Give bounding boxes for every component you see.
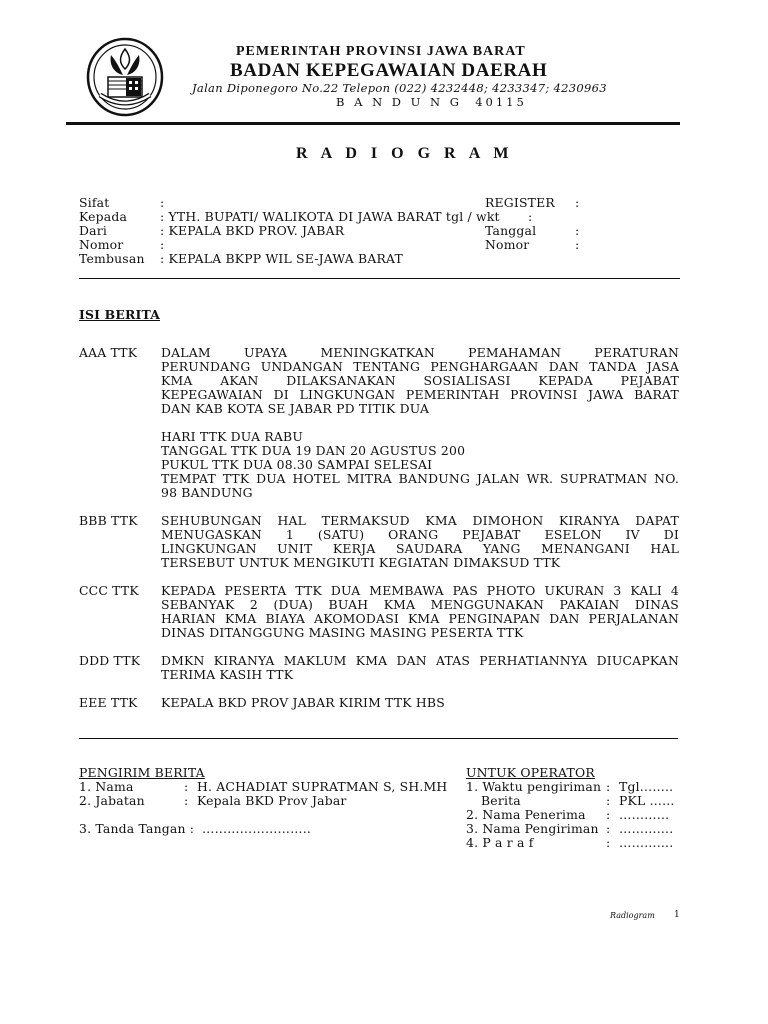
operator-pengiriman-value: ……….... <box>619 821 674 836</box>
meta-tembusan-label: Tembusan <box>79 251 145 266</box>
operator-penerima-value: ………… <box>619 807 670 822</box>
operator-pengiriman-label: 3. Nama Pengiriman <box>466 821 599 836</box>
aaa-detail-line: 98 BANDUNG <box>161 485 253 500</box>
body-divider <box>79 738 678 739</box>
pengirim-jabatan-value: Kepala BKD Prov Jabar <box>197 793 347 808</box>
pengirim-nama-label: 1. Nama <box>79 779 134 794</box>
meta-kepada-value: : YTH. BUPATI/ WALIKOTA DI JAWA BARAT tgl / wkt <box>160 209 500 224</box>
ddd-body <box>161 654 679 682</box>
meta-tanggal-colon: : <box>575 223 580 238</box>
meta-kepada-label: Kepada <box>79 209 128 224</box>
header-government: PEMERINTAH PROVINSI JAWA BARAT <box>236 44 526 59</box>
document-title: R A D I O G R A M <box>296 145 514 162</box>
pengirim-ttd-label: 3. Tanda Tangan : <box>79 821 195 836</box>
operator-paraf-value: ……….... <box>619 835 674 850</box>
operator-penerima-colon: : <box>606 807 611 822</box>
aaa-detail-line: HARI TTK DUA RABU <box>161 429 303 444</box>
meta-tanggal-label: Tanggal <box>485 223 537 238</box>
pengirim-nama-value: H. ACHADIAT SUPRATMAN S, SH.MH <box>197 779 448 794</box>
operator-pengiriman-colon: : <box>606 821 611 836</box>
meta-tembusan-value: : KEPALA BKPP WIL SE-JAWA BARAT <box>160 251 403 266</box>
meta-dari-value: : KEPALA BKD PROV. JABAR <box>160 223 345 238</box>
bbb-label: BBB TTK <box>79 513 138 528</box>
operator-berita-label: Berita <box>481 793 521 808</box>
meta-divider <box>79 278 680 279</box>
ddd-label: DDD TTK <box>79 653 141 668</box>
operator-tgl-value: Tgl…….. <box>619 779 674 794</box>
ccc-line: SEBANYAK 2 (DUA) BUAH KMA MENGGUNAKAN PAKAIAN DINAS <box>161 597 679 612</box>
meta-nomor-label: Nomor <box>79 237 124 252</box>
meta-register-label: REGISTER <box>485 195 555 210</box>
operator-waktu-colon: : <box>606 779 611 794</box>
ccc-line: KEPADA PESERTA TTK DUA MEMBAWA PAS PHOTO UKURAN 3 KALI 4 <box>161 583 679 598</box>
ddd-line: TERIMA KASIH TTK <box>161 667 294 682</box>
aaa-detail <box>161 430 679 500</box>
aaa-body <box>161 346 679 416</box>
ccc-line: DINAS DITANGGUNG MASING MASING PESERTA TTK <box>161 625 524 640</box>
aaa-line: DALAM UPAYA MENINGKATKAN PEMAHAMAN PERATURAN <box>161 345 679 360</box>
eee-label: EEE TTK <box>79 695 138 710</box>
bbb-line: SEHUBUNGAN HAL TERMAKSUD KMA DIMOHON KIRANYA DAPAT <box>161 513 679 528</box>
footer-label: Radiogram <box>610 911 655 920</box>
aaa-line: PERUNDANG UNDANGAN TENTANG PENGHARGAAN DAN TANDA JASA <box>161 359 679 374</box>
meta-sifat-colon: : <box>160 195 165 210</box>
pengirim-nama-colon: : <box>184 779 189 794</box>
aaa-detail-line: PUKUL TTK DUA 08.30 SAMPAI SELESAI <box>161 457 433 472</box>
ccc-label: CCC TTK <box>79 583 139 598</box>
footer-page-number: 1 <box>674 910 680 920</box>
ddd-line: DMKN KIRANYA MAKLUM KMA DAN ATAS PERHATIANNYA DIUCAPKAN <box>161 653 679 668</box>
operator-waktu-label: 1. Waktu pengiriman <box>466 779 602 794</box>
pengirim-jabatan-colon: : <box>184 793 189 808</box>
operator-paraf-label: 4. P a r a f <box>466 835 534 850</box>
ccc-body <box>161 584 679 640</box>
provincial-seal-logo <box>86 37 164 117</box>
header-address: Jalan Diponegoro No.22 Telepon (022) 4232448; 4233347; 4230963 <box>192 81 607 95</box>
meta-sifat-label: Sifat <box>79 195 110 210</box>
header-agency: BADAN KEPEGAWAIAN DAERAH <box>230 60 548 81</box>
ccc-line: HARIAN KMA BIAYA AKOMODASI KMA PENGINAPAN DAN PERJALANAN <box>161 611 679 626</box>
meta-nomor2-colon: : <box>575 237 580 252</box>
bbb-line: TERSEBUT UNTUK MENGIKUTI KEGIATAN DIMAKSUD TTK <box>161 555 561 570</box>
meta-nomor2-label: Nomor <box>485 237 530 252</box>
bbb-line: LINGKUNGAN UNIT KERJA SAUDARA YANG MENANGANI HAL <box>161 541 679 556</box>
aaa-line: KEPEGAWAIAN DI LINGKUNGAN PEMERINTAH PROVINSI JAWA BARAT <box>161 387 679 402</box>
operator-paraf-colon: : <box>606 835 611 850</box>
meta-nomor-colon: : <box>160 237 165 252</box>
operator-penerima-label: 2. Nama Penerima <box>466 807 586 822</box>
isi-berita-heading: ISI BERITA <box>79 307 161 322</box>
header-divider <box>66 122 680 125</box>
aaa-detail-line: TEMPAT TTK DUA HOTEL MITRA BANDUNG JALAN WR. SUPRATMAN NO. <box>161 471 679 486</box>
aaa-label: AAA TTK <box>79 345 138 360</box>
meta-register-colon: : <box>575 195 580 210</box>
pengirim-jabatan-label: 2. Jabatan <box>79 793 145 808</box>
aaa-line: KMA AKAN DILAKSANAKAN SOSIALISASI KEPADA PEJABAT <box>161 373 679 388</box>
operator-heading: UNTUK OPERATOR <box>466 765 595 780</box>
header-city: B A N D U N G 40115 <box>336 95 527 109</box>
pengirim-ttd-value: …………………….. <box>202 821 312 836</box>
eee-body: KEPALA BKD PROV JABAR KIRIM TTK HBS <box>161 695 445 710</box>
pengirim-heading: PENGIRIM BERITA <box>79 765 205 780</box>
bbb-line: MENUGASKAN 1 (SATU) ORANG PEJABAT ESELON IV DI <box>161 527 679 542</box>
operator-berita-colon: : <box>606 793 611 808</box>
meta-kepada-colon2: : <box>528 209 533 224</box>
bbb-body <box>161 514 679 570</box>
meta-dari-label: Dari <box>79 223 108 238</box>
aaa-line: DAN KAB KOTA SE JABAR PD TITIK DUA <box>161 401 430 416</box>
operator-pkl-value: PKL …... <box>619 793 675 808</box>
aaa-detail-line: TANGGAL TTK DUA 19 DAN 20 AGUSTUS 200 <box>161 443 466 458</box>
